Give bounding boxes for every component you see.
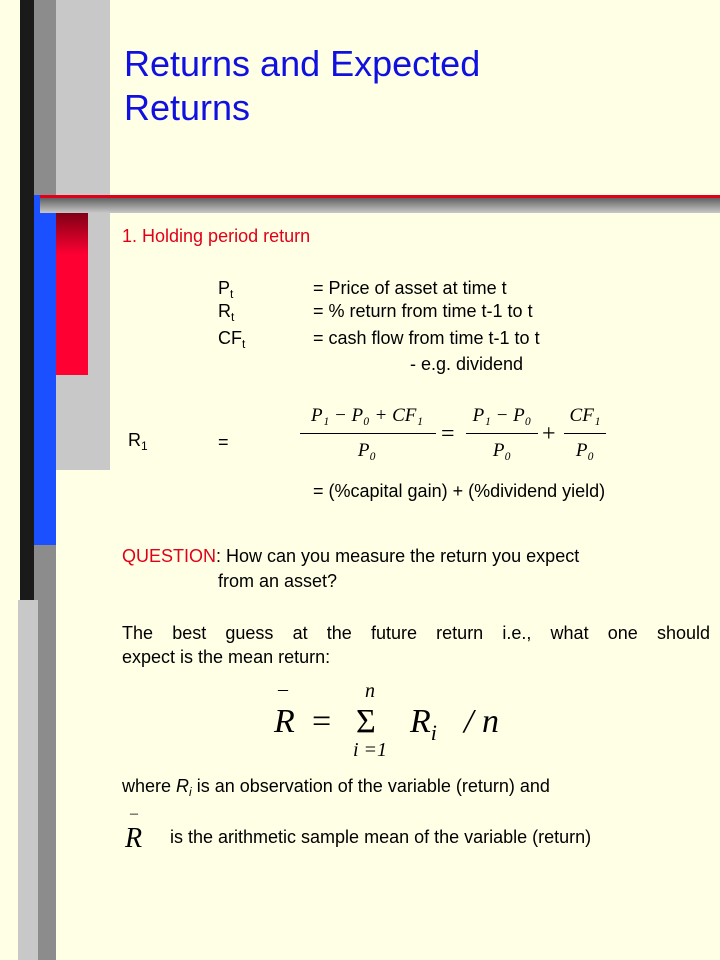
rbar-text: is the arithmetic sample mean of the variable (return) <box>170 827 592 847</box>
title-line-2: Returns <box>124 87 251 128</box>
rbar-symbol: R <box>125 823 143 854</box>
def-symbol-cf-sub: t <box>242 337 246 351</box>
frac2-numerator: P₁ − P₀ <box>472 405 532 426</box>
example-note: - e.g. dividend <box>410 354 524 374</box>
where-prefix: where <box>122 776 177 796</box>
where-line <box>122 775 550 797</box>
sigma-symbol: Σ <box>356 703 376 740</box>
def-symbol-p-sub: t <box>230 287 234 301</box>
r1-equals: = <box>218 432 229 452</box>
title-line-1: Returns and Expected <box>124 43 481 84</box>
r1-letter: R <box>128 430 141 450</box>
sigma-upper: n <box>365 680 375 702</box>
decor-bar-light-lower <box>18 600 38 960</box>
frac2-line <box>466 433 538 434</box>
title-divider-shadow <box>40 197 720 213</box>
rbar-bar: – <box>130 805 138 822</box>
best-guess-line-2: expect is the mean return: <box>122 647 331 667</box>
frac3-numerator: CF₁ <box>569 405 601 426</box>
def-symbol-p <box>218 277 233 299</box>
mean-bar: – <box>278 678 288 700</box>
def-text-cf: = cash flow from time t-1 to t <box>313 328 540 348</box>
mean-equals: = <box>312 703 332 740</box>
def-symbol-cf <box>218 327 245 349</box>
frac2-denominator: P₀ <box>492 440 512 461</box>
sigma-lower: i =1 <box>353 739 388 761</box>
title-divider <box>40 195 720 198</box>
where-suffix: is an observation of the variable (return) and <box>191 776 550 796</box>
def-symbol-r-letter: R <box>218 301 231 321</box>
return-decomposition: = (%capital gain) + (%dividend yield) <box>313 481 606 501</box>
formula-plus: + <box>542 421 556 447</box>
frac1-denominator: P₀ <box>357 440 377 461</box>
where-var <box>176 776 192 799</box>
def-text-p: = Price of asset at time t <box>313 278 507 298</box>
where-var-sub: i <box>189 785 192 799</box>
def-symbol-p-letter: P <box>218 278 231 298</box>
question-line-2: from an asset? <box>218 571 338 591</box>
def-symbol-r <box>218 300 234 322</box>
frac1-line <box>300 433 436 434</box>
mean-ri <box>410 702 437 745</box>
where-var-letter: R <box>176 776 190 796</box>
mean-r: R <box>274 703 295 740</box>
slide-title <box>124 42 480 130</box>
section-heading: 1. Holding period return <box>122 226 311 246</box>
best-guess-line-1: The best guess at the future return i.e., what one should <box>122 623 710 643</box>
question-line-1 <box>122 545 579 567</box>
r1-label <box>128 429 148 451</box>
def-text-r: = % return from time t-1 to t <box>313 301 533 321</box>
r1-sub: 1 <box>141 439 148 453</box>
decor-bar-blue <box>34 195 56 545</box>
formula-equals: = <box>441 421 455 447</box>
mean-ri-sub: i <box>430 720 437 745</box>
mean-divide-n: / n <box>464 703 499 740</box>
question-text: : How can you measure the return you expect <box>216 546 580 566</box>
question-label: QUESTION <box>122 546 217 566</box>
frac1-numerator: P₁ − P₀ + CF₁ <box>311 405 423 426</box>
mean-ri-letter: R <box>410 703 431 740</box>
def-symbol-cf-letter: CF <box>218 328 242 348</box>
frac3-denominator: P₀ <box>575 440 595 461</box>
frac3-line <box>564 433 606 434</box>
def-symbol-r-sub: t <box>231 310 235 324</box>
